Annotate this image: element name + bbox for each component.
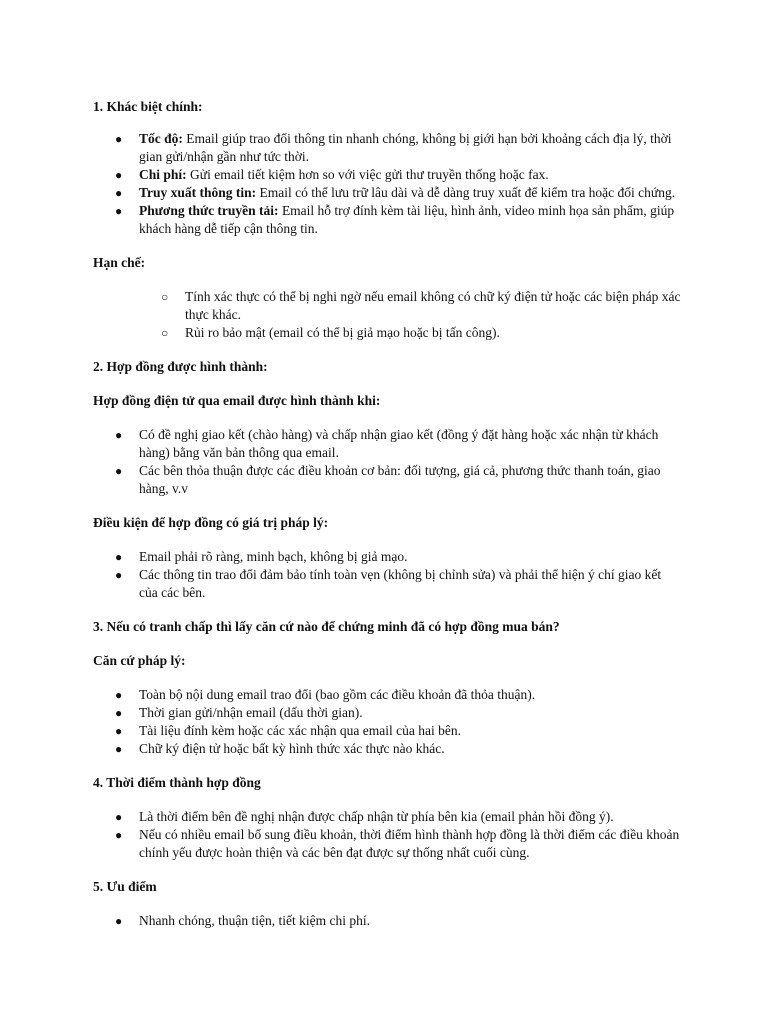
list-item: ● Thời gian gửi/nhận email (dấu thời gian). [115, 705, 363, 720]
section-1-list [93, 130, 683, 238]
legal-basis-list [93, 686, 683, 758]
bullet-icon: ● [115, 706, 123, 720]
section-2-heading: 2. Hợp đồng được hình thành: [93, 359, 268, 374]
bullet-icon: ● [115, 568, 123, 582]
validity-list [93, 548, 683, 602]
list-item: ● Có đề nghị giao kết (chào hàng) và chấp nhận giao kết (đồng ý đặt hàng hoặc xác nhận từ khách hàng) bằng văn bản thông qua email. [115, 427, 659, 460]
bullet-icon: ● [115, 132, 123, 146]
bullet-icon: ● [115, 828, 123, 842]
section-4-heading: 4. Thời điểm thành hợp đồng [93, 775, 261, 790]
list-item: ● Email phải rõ ràng, minh bạch, không bị giả mạo. [115, 549, 408, 564]
list-item: ● Các thông tin trao đổi đảm bảo tính toàn vẹn (không bị chỉnh sửa) và phải thể hiện ý chí giao kết của các bên. [115, 567, 662, 600]
bullet-icon: ● [115, 428, 123, 442]
bullet-icon: ● [115, 550, 123, 564]
list-item: ● Các bên thỏa thuận được các điều khoản cơ bản: đối tượng, giá cả, phương thức thanh toán, giao hàng, v.v [115, 463, 661, 496]
bullet-icon: ● [115, 810, 123, 824]
list-item: ○ Rủi ro bảo mật (email có thể bị giả mạo hoặc bị tấn công). [161, 325, 500, 340]
list-item: ● Truy xuất thông tin: Email có thể lưu trữ lâu dài và dễ dàng truy xuất để kiểm tra hoặc đối chứng. [115, 185, 676, 200]
bullet-icon: ● [115, 464, 123, 478]
contract-time-list [93, 808, 683, 862]
section-3-heading: 3. Nếu có tranh chấp thì lấy căn cứ nào để chứng minh đã có hợp đồng mua bán? [93, 619, 560, 634]
limitations-heading: Hạn chế: [93, 255, 146, 270]
bullet-icon: ● [115, 742, 123, 756]
bullet-icon: ● [115, 186, 123, 200]
sub-bullet-icon: ○ [161, 290, 169, 304]
list-item: ● Chi phí: Gửi email tiết kiệm hơn so với việc gửi thư truyền thống hoặc fax. [115, 167, 549, 182]
legal-basis-heading: Căn cứ pháp lý: [93, 653, 186, 668]
advantages-list [93, 912, 683, 930]
document-body [93, 98, 683, 930]
bullet-icon: ● [115, 168, 123, 182]
formation-list [93, 426, 683, 498]
list-item: ○ Tính xác thực có thể bị nghi ngờ nếu email không có chữ ký điện tử hoặc các biện pháp xác thực khác. [161, 289, 681, 322]
list-item: ● Toàn bộ nội dung email trao đổi (bao gồm các điều khoản đã thỏa thuận). [115, 687, 536, 702]
bullet-icon: ● [115, 688, 123, 702]
limitations-list [93, 288, 683, 342]
section-1-heading: 1. Khác biệt chính: [93, 99, 203, 114]
list-item: ● Chữ ký điện tử hoặc bất kỳ hình thức xác thực nào khác. [115, 741, 445, 756]
list-item: ● Phương thức truyền tải: Email hỗ trợ đính kèm tài liệu, hình ảnh, video minh họa sản phẩm, giúp khách hàng dễ tiếp cận thông tin. [115, 203, 675, 236]
list-item: ● Nhanh chóng, thuận tiện, tiết kiệm chi phí. [115, 913, 370, 928]
list-item: ● Tài liệu đính kèm hoặc các xác nhận qua email của hai bên. [115, 723, 461, 738]
list-item: ● Nếu có nhiều email bổ sung điều khoản, thời điểm hình thành hợp đồng là thời điểm các điều khoản chính yếu được hoàn thiện và các bên đạt được sự thống nhất cuối cùng. [115, 827, 680, 860]
validity-heading: Điều kiện để hợp đồng có giá trị pháp lý: [93, 515, 329, 530]
bullet-icon: ● [115, 724, 123, 738]
bullet-icon: ● [115, 204, 123, 218]
section-2-subheading: Hợp đồng điện tử qua email được hình thành khi: [93, 393, 381, 408]
bullet-icon: ● [115, 914, 123, 928]
sub-bullet-icon: ○ [161, 326, 169, 340]
section-5-heading: 5. Ưu điểm [93, 879, 157, 894]
list-item: ● Là thời điểm bên đề nghị nhận được chấp nhận từ phía bên kia (email phản hồi đồng ý). [115, 809, 614, 824]
list-item: ● Tốc độ: Email giúp trao đổi thông tin nhanh chóng, không bị giới hạn bởi khoảng cách địa lý, thời gian gửi/nhận gần như tức thời. [115, 131, 672, 164]
